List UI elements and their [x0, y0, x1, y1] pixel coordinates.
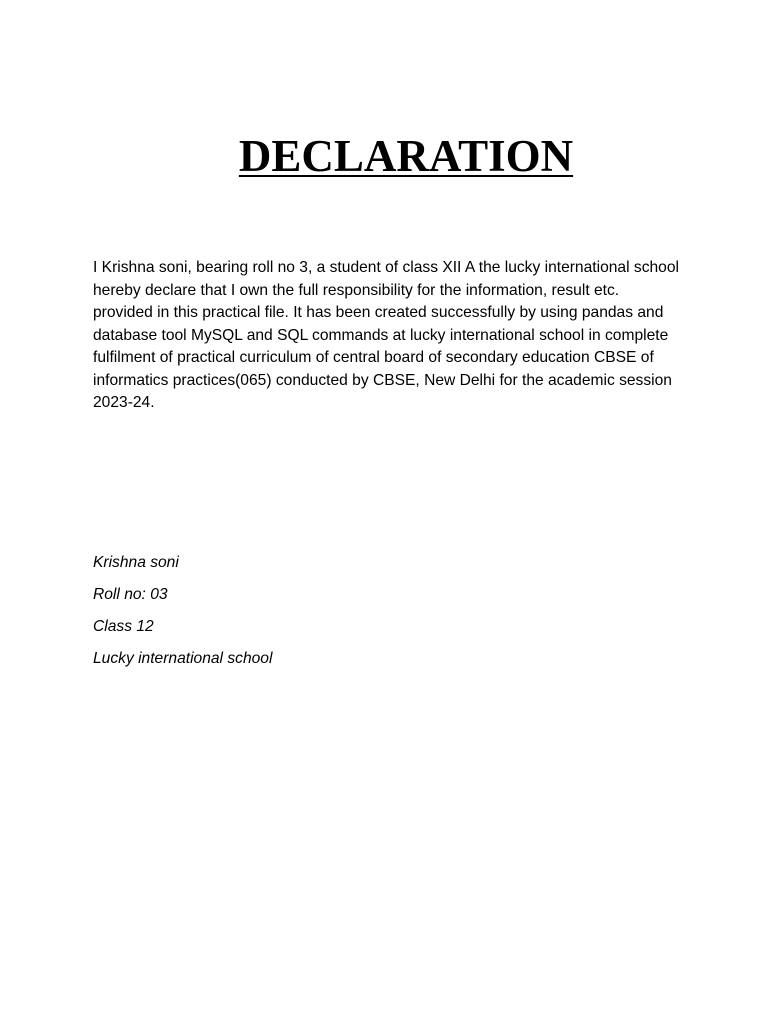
signature-school: Lucky international school [93, 650, 273, 667]
signature-class: Class 12 [93, 618, 154, 635]
signature-name: Krishna soni [93, 554, 179, 571]
page-title-text: DECLARATION [238, 131, 574, 181]
signature-roll: Roll no: 03 [93, 586, 168, 603]
page-title [0, 128, 768, 184]
signature-block [93, 552, 493, 680]
declaration-paragraph: I Krishna soni, bearing roll no 3, a student of class XII A the lucky international school hereby declare that I own the full responsibility for the information, result etc. provided in this practical file. It has been created successfully by using pandas and database tool MySQL and SQL commands at lucky international school in complete fulfilment of practical curriculum of central board of secondary education CBSE of informatics practices(065) conducted by CBSE, New Delhi for the academic session 2023-24. [93, 259, 679, 411]
